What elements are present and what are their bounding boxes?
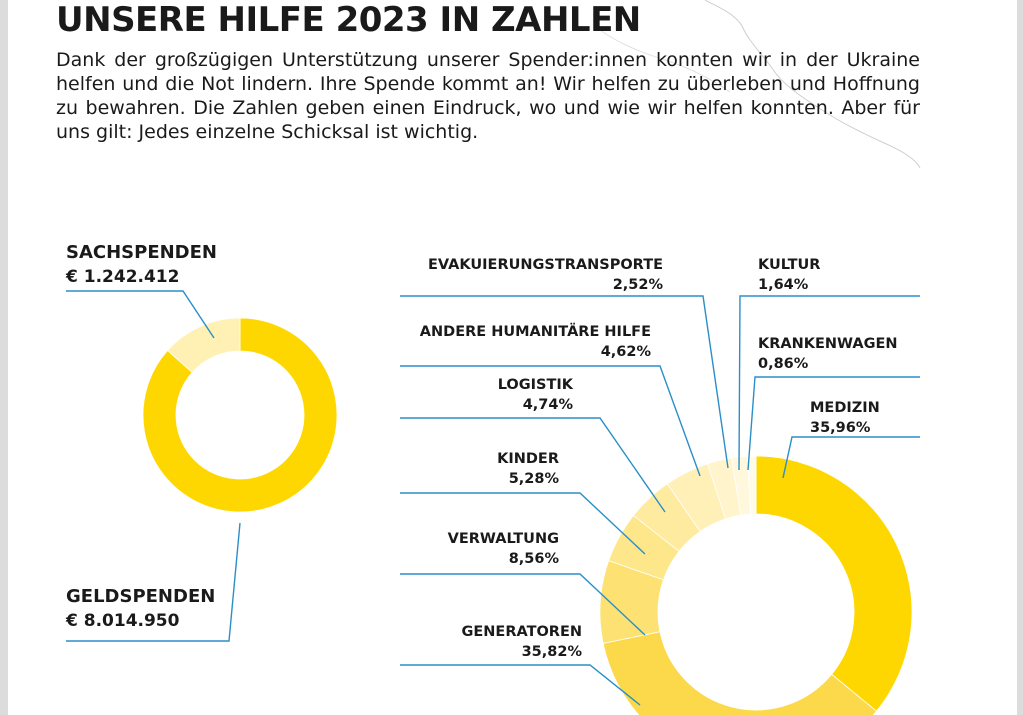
label-verwaltung (448, 530, 559, 569)
value-label: 8,56% (508, 551, 559, 567)
donut-chart-donations (143, 318, 337, 512)
category-label: ANDERE HUMANITÄRE HILFE (419, 324, 651, 340)
category-label: MEDIZIN (810, 400, 880, 416)
donut-slice-medizin (756, 456, 912, 711)
category-label: EVAKUIERUNGSTRANSPORTE (428, 257, 663, 273)
value-label: 4,62% (600, 344, 651, 360)
value-label: 0,86% (758, 356, 809, 372)
label-sachspenden (66, 241, 217, 289)
value-label: 35,96% (810, 420, 871, 436)
category-label: SACHSPENDEN (66, 242, 217, 263)
category-label: KRANKENWAGEN (758, 336, 898, 352)
label-generatoren (461, 623, 582, 662)
category-label: VERWALTUNG (447, 531, 559, 547)
page-title: UNSERE HILFE 2023 IN ZAHLEN (56, 0, 641, 40)
label-kultur (758, 256, 820, 295)
leader-line-generatoren (400, 665, 640, 705)
label-andere-humanitaere-hilfe (420, 323, 651, 362)
category-label: GENERATOREN (461, 624, 582, 640)
category-label: GELDSPENDEN (66, 586, 216, 607)
value-label: 4,74% (522, 397, 573, 413)
label-kinder (497, 450, 559, 489)
value-label: € 8.014.950 (66, 611, 180, 631)
label-medizin (810, 399, 880, 438)
label-geldspenden (66, 585, 215, 633)
category-label: KULTUR (758, 257, 821, 273)
value-label: 2,52% (612, 277, 663, 293)
label-krankenwagen (758, 335, 898, 374)
label-logistik (498, 376, 573, 415)
value-label: € 1.242.412 (66, 267, 180, 287)
leader-line-kultur (739, 296, 920, 470)
value-label: 1,64% (758, 277, 809, 293)
value-label: 35,82% (521, 644, 582, 660)
label-evakuierungstransporte (428, 256, 663, 295)
donut-chart-usage (600, 456, 912, 715)
intro-paragraph: Dank der großzügigen Unterstützung unserer Spender:innen konnten wir in der Ukraine helfen und die Not lindern. Ihre Spende kommt an! Wir helfen zu überleben und Hoffnung zu bewahren. Die Zahlen geben einen Eindruck, wo und wie wir helfen konnten. Aber für uns gilt: Jedes einzelne Schicksal ist wichtig. (56, 49, 920, 143)
category-label: KINDER (497, 451, 559, 467)
category-label: LOGISTIK (497, 377, 573, 393)
value-label: 5,28% (508, 471, 559, 487)
